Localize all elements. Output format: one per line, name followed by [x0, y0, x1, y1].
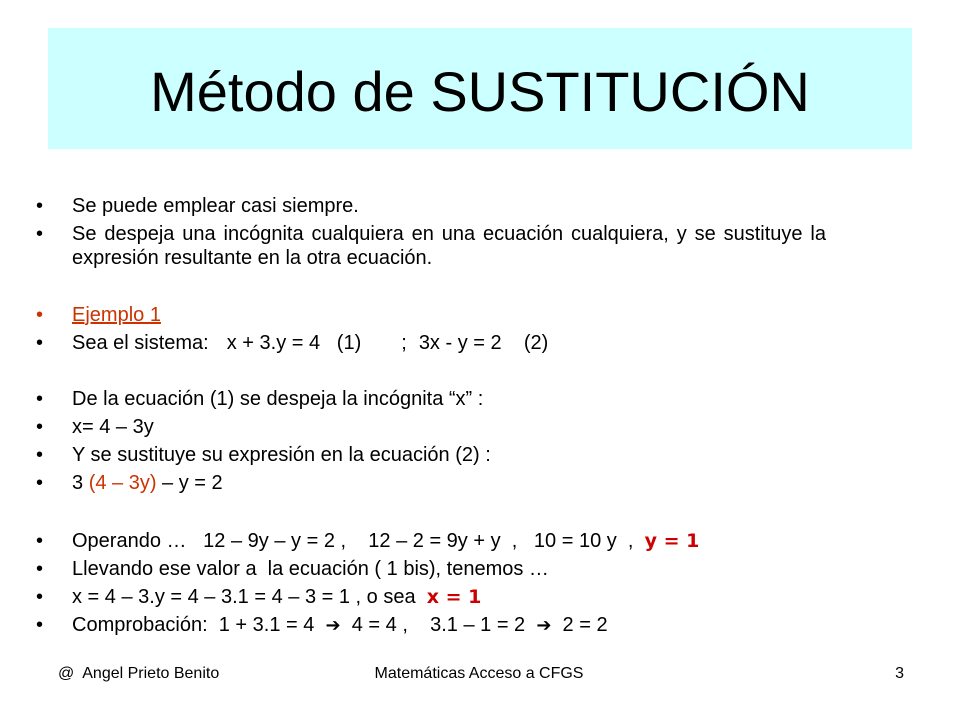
bullet-dot: •	[36, 586, 44, 608]
list-item	[36, 613, 836, 638]
list-item	[36, 222, 836, 270]
list-item	[36, 557, 836, 581]
result-y: y = 1	[644, 530, 700, 552]
equation-1: x + 3.y = 4 (1)	[226, 332, 362, 354]
operation-steps: Operando … 12 – 9y – y = 2 , 12 – 2 = 9y + y , 10 = 10 y ,	[72, 530, 634, 552]
example-heading: Ejemplo 1	[72, 304, 161, 326]
bullet-dot: •	[36, 195, 44, 217]
bullet-text: Se puede emplear casi siempre.	[72, 195, 359, 217]
bullet-text: x= 4 – 3y	[72, 416, 154, 438]
bullet-dot: •	[36, 223, 44, 245]
bullet-dot: •	[36, 332, 44, 354]
system-lead: Sea el sistema:	[72, 332, 209, 354]
equation-separator: ;	[401, 332, 407, 354]
list-item	[36, 331, 836, 355]
list-item	[36, 387, 836, 411]
check-part-1: Comprobación: 1 + 3.1 = 4	[72, 614, 315, 636]
bullet-dot: •	[36, 472, 44, 494]
arrow-right-icon: ➔	[325, 615, 341, 636]
bullet-text: Llevando ese valor a la ecuación ( 1 bis), tenemos …	[72, 558, 549, 580]
substitution-highlight: (4 – 3y)	[88, 472, 157, 494]
bullet-dot: •	[36, 388, 44, 410]
bullet-dot: •	[36, 304, 44, 326]
bullet-dot: •	[36, 416, 44, 438]
check-part-3: 2 = 2	[562, 614, 608, 636]
list-item	[36, 443, 836, 467]
list-item	[36, 529, 836, 553]
list-item	[36, 471, 836, 495]
bullet-text: Se despeja una incógnita cualquiera en una ecuación cualquiera, y se sustituye la expresión resultante en la otra ecuación.	[72, 223, 826, 269]
list-item	[36, 585, 836, 609]
list-item	[36, 303, 836, 327]
title-banner	[48, 28, 912, 149]
result-x: x = 1	[426, 586, 482, 608]
footer-author: @ Angel Prieto Benito	[58, 665, 220, 682]
footer-page-number: 3	[895, 665, 904, 682]
substitution-pre: 3	[72, 472, 89, 494]
arrow-right-icon: ➔	[536, 615, 552, 636]
substitution-post: – y = 2	[156, 472, 223, 494]
list-item	[36, 194, 836, 218]
bullet-text: De la ecuación (1) se despeja la incógnita “x” :	[72, 388, 484, 410]
bullet-text: Y se sustituye su expresión en la ecuación (2) :	[72, 444, 491, 466]
bullet-dot: •	[36, 444, 44, 466]
list-item	[36, 415, 836, 439]
slide-title: Método de SUSTITUCIÓN	[150, 59, 810, 123]
check-part-2: 4 = 4 , 3.1 – 1 = 2	[351, 614, 526, 636]
bullet-dot: •	[36, 614, 44, 636]
equation-2: 3x - y = 2 (2)	[418, 332, 549, 354]
footer-course: Matemáticas Acceso a CFGS	[374, 665, 584, 682]
back-substitution: x = 4 – 3.y = 4 – 3.1 = 4 – 3 = 1 , o sea	[72, 586, 416, 608]
bullet-dot: •	[36, 530, 44, 552]
bullet-dot: •	[36, 558, 44, 580]
